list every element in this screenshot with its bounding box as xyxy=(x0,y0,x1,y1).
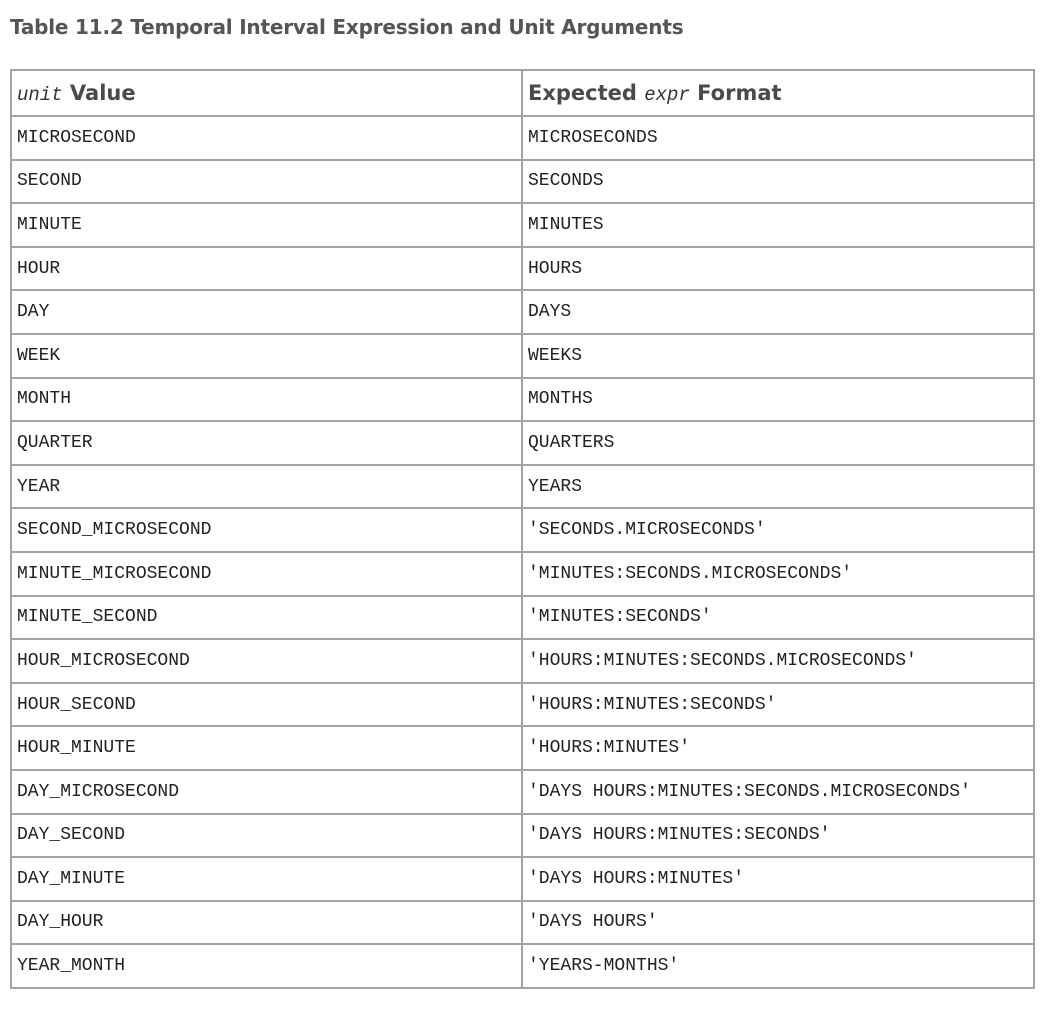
table-row xyxy=(11,814,1034,858)
table-row xyxy=(11,552,1034,596)
format-label: Format xyxy=(689,80,782,105)
table-row xyxy=(11,421,1034,465)
table-header-row xyxy=(11,70,1034,116)
table-row xyxy=(11,116,1034,160)
table-caption: Table 11.2 Temporal Interval Expression and Unit Arguments xyxy=(10,15,684,39)
unit-cell: HOUR_MICROSECOND xyxy=(11,639,522,683)
format-cell: MICROSECONDS xyxy=(522,116,1034,160)
expr-code-label: expr xyxy=(644,83,690,106)
unit-cell: YEAR xyxy=(11,465,522,509)
format-cell: HOURS xyxy=(522,247,1034,291)
unit-cell: WEEK xyxy=(11,334,522,378)
table-row xyxy=(11,465,1034,509)
table-row xyxy=(11,203,1034,247)
unit-cell: MINUTE_MICROSECOND xyxy=(11,552,522,596)
table-row xyxy=(11,290,1034,334)
format-cell: QUARTERS xyxy=(522,421,1034,465)
table-row xyxy=(11,901,1034,945)
format-cell: 'DAYS HOURS' xyxy=(522,901,1034,945)
unit-cell: DAY xyxy=(11,290,522,334)
format-cell: 'MINUTES:SECONDS' xyxy=(522,596,1034,640)
format-cell: 'DAYS HOURS:MINUTES' xyxy=(522,857,1034,901)
column-header-unit-value xyxy=(11,70,522,116)
table-row xyxy=(11,857,1034,901)
format-cell: 'HOURS:MINUTES:SECONDS.MICROSECONDS' xyxy=(522,639,1034,683)
unit-cell: SECOND xyxy=(11,160,522,204)
table-row xyxy=(11,378,1034,422)
format-cell: MINUTES xyxy=(522,203,1034,247)
format-cell: MONTHS xyxy=(522,378,1034,422)
format-cell: 'DAYS HOURS:MINUTES:SECONDS' xyxy=(522,814,1034,858)
unit-cell: HOUR_SECOND xyxy=(11,683,522,727)
format-cell: YEARS xyxy=(522,465,1034,509)
format-cell: DAYS xyxy=(522,290,1034,334)
expected-label: Expected xyxy=(528,80,645,105)
unit-cell: MINUTE xyxy=(11,203,522,247)
unit-cell: MINUTE_SECOND xyxy=(11,596,522,640)
table-body xyxy=(11,116,1034,988)
unit-cell: SECOND_MICROSECOND xyxy=(11,508,522,552)
format-cell: WEEKS xyxy=(522,334,1034,378)
table-row xyxy=(11,334,1034,378)
unit-cell: DAY_SECOND xyxy=(11,814,522,858)
format-cell: 'HOURS:MINUTES:SECONDS' xyxy=(522,683,1034,727)
format-cell: 'MINUTES:SECONDS.MICROSECONDS' xyxy=(522,552,1034,596)
unit-cell: QUARTER xyxy=(11,421,522,465)
unit-cell: DAY_HOUR xyxy=(11,901,522,945)
table-row xyxy=(11,683,1034,727)
table-row xyxy=(11,770,1034,814)
table-row xyxy=(11,726,1034,770)
format-cell: 'HOURS:MINUTES' xyxy=(522,726,1034,770)
unit-cell: MICROSECOND xyxy=(11,116,522,160)
unit-cell: MONTH xyxy=(11,378,522,422)
table-row xyxy=(11,639,1034,683)
table-row xyxy=(11,247,1034,291)
unit-cell: HOUR xyxy=(11,247,522,291)
unit-cell: YEAR_MONTH xyxy=(11,944,522,988)
unit-cell: DAY_MICROSECOND xyxy=(11,770,522,814)
value-label: Value xyxy=(62,80,136,105)
unit-cell: HOUR_MINUTE xyxy=(11,726,522,770)
format-cell: 'DAYS HOURS:MINUTES:SECONDS.MICROSECONDS' xyxy=(522,770,1034,814)
table-row xyxy=(11,596,1034,640)
table-row xyxy=(11,508,1034,552)
table-row xyxy=(11,944,1034,988)
table-row xyxy=(11,160,1034,204)
unit-code-label: unit xyxy=(17,83,63,106)
interval-units-table xyxy=(10,69,1035,989)
format-cell: 'YEARS-MONTHS' xyxy=(522,944,1034,988)
unit-cell: DAY_MINUTE xyxy=(11,857,522,901)
format-cell: SECONDS xyxy=(522,160,1034,204)
column-header-expected-format xyxy=(522,70,1034,116)
format-cell: 'SECONDS.MICROSECONDS' xyxy=(522,508,1034,552)
